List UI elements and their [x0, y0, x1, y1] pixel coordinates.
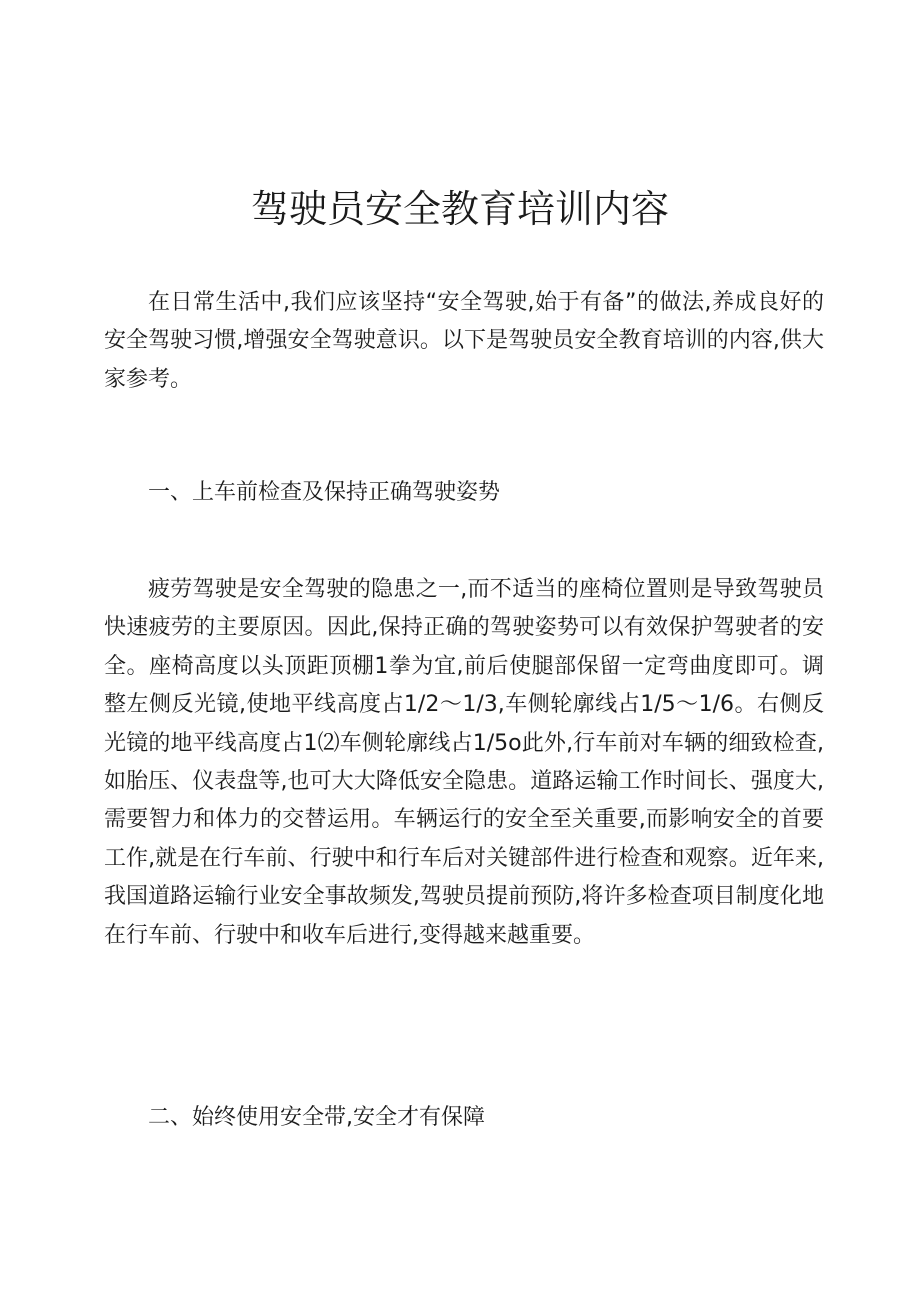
section-heading-1: 一、上车前检查及保持正确驾驶姿势	[148, 480, 501, 505]
intro-paragraph: 在日常生活中,我们应该坚持“安全驾驶,始于有备”的做法,养成良好的安全驾驶习惯,增强安全驾驶意识。以下是驾驶员安全教育培训的内容,供大家参考。	[104, 290, 824, 392]
document-title: 驾驶员安全教育培训内容	[250, 187, 669, 231]
section-heading-2: 二、始终使用安全带,安全才有保障	[148, 1105, 485, 1130]
section-paragraph-1: 疲劳驾驶是安全驾驶的隐患之一,而不适当的座椅位置则是导致驾驶员快速疲劳的主要原因。因此,保持正确的驾驶姿势可以有效保护驾驶者的安全。座椅高度以头顶距顶棚1拳为宜,前后使腿部保留一定弯曲度即可。调整左侧反光镜,使地平线高度占1/2〜1/3,车侧轮廓线占1/5〜1/6。右侧反光镜的地平线高度占1⑵车侧轮廓线占1/5o此外,行车前对车辆的细致检查,如胎压、仪表盘等,也可大大降低安全隐患。道路运输工作时间长、强度大,需要智力和体力的交替运用。车辆运行的安全至关重要,而影响安全的首要工作,就是在行车前、行驶中和行车后对关键部件进行检查和观察。近年来,我国道路运输行业安全事故频发,驾驶员提前预防,将许多检查项目制度化地在行车前、行驶中和收车后进行,变得越来越重要。	[104, 577, 824, 948]
